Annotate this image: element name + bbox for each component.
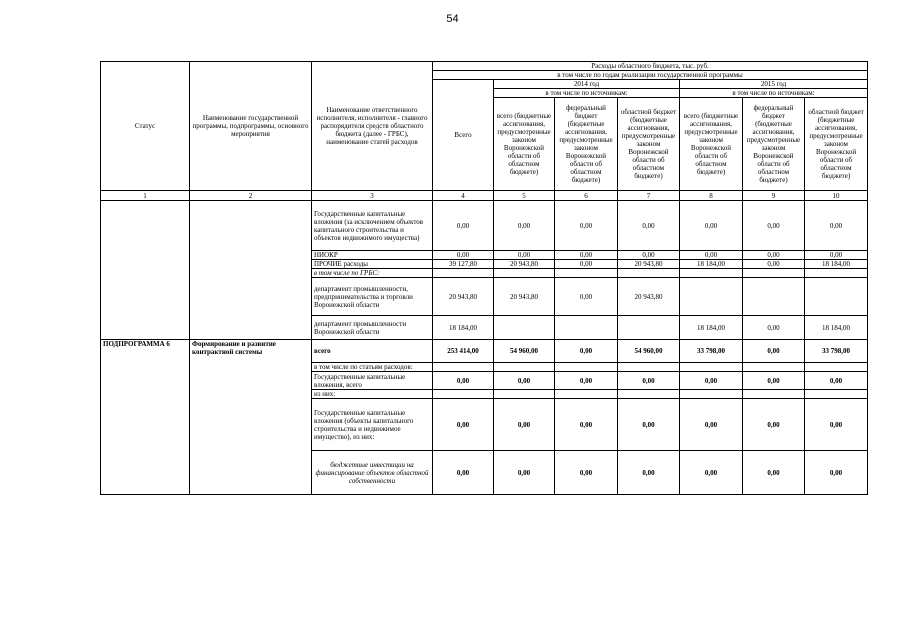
value-cell: 18 184,00 [805,316,868,340]
value-cell [494,316,555,340]
value-cell [555,390,618,399]
value-cell [743,269,805,278]
value-cell: 0,00 [743,201,805,251]
header-year-2014: 2014 год [494,80,680,89]
value-cell: 0,00 [618,201,680,251]
value-cell [743,363,805,372]
value-cell: 0,00 [618,372,680,390]
header-by-years: в том числе по годам реализации государственной программы [433,71,868,80]
row-label: бюджетные инвестиции на финансирование объектов областной собственности [312,451,433,495]
col-number: 1 [101,191,190,201]
col-number: 6 [555,191,618,201]
value-cell: 0,00 [618,451,680,495]
value-cell [494,363,555,372]
value-cell: 0,00 [555,399,618,451]
row-label: Государственные капитальные вложения (за исключением объектов капитального строительства и объектов недвижимого имущества) [312,201,433,251]
value-cell: 0,00 [805,251,868,260]
value-cell: 0,00 [680,201,743,251]
value-cell: 0,00 [805,201,868,251]
value-cell [805,278,868,316]
value-cell: 0,00 [743,251,805,260]
value-cell: 0,00 [743,260,805,269]
row-label: департамент промышленности, предпринимательства и торговли Воронежской области [312,278,433,316]
header-by-sources-2014: в том числе по источникам: [494,89,680,98]
value-cell [680,269,743,278]
value-cell [494,390,555,399]
value-cell: 0,00 [555,251,618,260]
header-src-federal-2015: федеральный бюджет (бюджетные ассигнования, предусмотренные законом Воронежской области об областном бюджете) [743,98,805,191]
value-cell [618,269,680,278]
header-total: Всего [433,80,494,191]
value-cell: 0,00 [555,340,618,363]
value-cell [618,363,680,372]
value-cell: 18 184,00 [433,316,494,340]
value-cell [494,269,555,278]
header-src-regional-2014: областной бюджет (бюджетные ассигнования, предусмотренные законом Воронежской области об областном бюджете) [618,98,680,191]
col-number: 3 [312,191,433,201]
col-number: 8 [680,191,743,201]
row-label: всего [312,340,433,363]
col-number: 10 [805,191,868,201]
row-label: из них: [312,390,433,399]
row-label: в том числе по статьям расходов: [312,363,433,372]
row-label: в том числе по ГРБС: [312,269,433,278]
table-row [101,201,868,251]
value-cell [555,363,618,372]
value-cell [555,269,618,278]
header-year-2015: 2015 год [680,80,868,89]
value-cell [680,390,743,399]
row-label: департамент промышленности Воронежской области [312,316,433,340]
row-label: ПРОЧИЕ расходы [312,260,433,269]
value-cell [805,269,868,278]
value-cell [618,390,680,399]
value-cell: 0,00 [555,260,618,269]
value-cell: 0,00 [433,372,494,390]
header-budget-expenses: Расходы областного бюджета, тыс. руб. [433,62,868,71]
column-number-row [101,191,868,201]
value-cell: 0,00 [618,399,680,451]
page-number: 54 [446,13,459,25]
budget-table [100,61,868,495]
value-cell: 0,00 [555,201,618,251]
value-cell: 0,00 [680,251,743,260]
value-cell: 20 943,80 [618,260,680,269]
value-cell: 0,00 [494,251,555,260]
col-number: 5 [494,191,555,201]
value-cell: 20 943,80 [618,278,680,316]
value-cell [805,390,868,399]
value-cell [805,363,868,372]
header-src-regional-2015: областной бюджет (бюджетные ассигнования, предусмотренные законом Воронежской области об областном бюджете) [805,98,868,191]
value-cell: 0,00 [555,372,618,390]
value-cell: 18 184,00 [805,260,868,269]
value-cell [433,269,494,278]
value-cell [680,363,743,372]
value-cell: 0,00 [805,372,868,390]
col-number: 2 [190,191,312,201]
value-cell: 0,00 [743,399,805,451]
value-cell: 39 127,80 [433,260,494,269]
value-cell: 54 960,00 [618,340,680,363]
value-cell: 0,00 [433,201,494,251]
value-cell: 0,00 [743,451,805,495]
header-status: Статус [101,62,190,191]
subprogram-name: Формирование и развитие контрактной системы [190,340,312,495]
value-cell: 33 798,00 [805,340,868,363]
header-program-name: Наименование государственной программы, подпрограммы, основного мероприятия [190,62,312,191]
value-cell [433,390,494,399]
col-number: 7 [618,191,680,201]
value-cell: 0,00 [433,451,494,495]
header-src-total-2014: всего (бюджетные ассигнования, предусмотренные законом Воронежской области об областном бюджете) [494,98,555,191]
subprogram-status: ПОДПРОГРАММА 6 [101,340,190,495]
value-cell: 0,00 [433,251,494,260]
table-row [101,340,868,363]
value-cell: 0,00 [805,451,868,495]
value-cell: 0,00 [555,451,618,495]
header-by-sources-2015: в том числе по источникам: [680,89,868,98]
value-cell: 18 184,00 [680,260,743,269]
value-cell: 0,00 [433,399,494,451]
value-cell: 0,00 [805,399,868,451]
status-cell-empty [101,201,190,340]
value-cell: 18 184,00 [680,316,743,340]
value-cell: 0,00 [555,278,618,316]
value-cell: 33 798,00 [680,340,743,363]
value-cell: 0,00 [494,399,555,451]
row-label: Государственные капитальные вложения, всего [312,372,433,390]
value-cell [680,278,743,316]
value-cell: 0,00 [680,399,743,451]
value-cell: 253 414,00 [433,340,494,363]
program-cell-empty [190,201,312,340]
value-cell: 54 960,00 [494,340,555,363]
value-cell: 20 943,80 [494,260,555,269]
row-label: НИОКР [312,251,433,260]
value-cell [743,390,805,399]
value-cell: 0,00 [743,372,805,390]
value-cell: 20 943,80 [433,278,494,316]
value-cell [743,278,805,316]
value-cell: 0,00 [680,451,743,495]
value-cell [555,316,618,340]
header-src-total-2015: всего (бюджетные ассигнования, предусмотренные законом Воронежской области об областном бюджете) [680,98,743,191]
col-number: 4 [433,191,494,201]
value-cell: 0,00 [743,340,805,363]
header-src-federal-2014: федеральный бюджет (бюджетные ассигнования, предусмотренные законом Воронежской области об областном бюджете) [555,98,618,191]
value-cell: 0,00 [494,201,555,251]
col-number: 9 [743,191,805,201]
value-cell: 0,00 [680,372,743,390]
value-cell: 0,00 [494,372,555,390]
value-cell [618,316,680,340]
value-cell [433,363,494,372]
value-cell: 0,00 [618,251,680,260]
header-executor: Наименование ответственного исполнителя, исполнителя - главного распорядителя средств областного бюджета (далее - ГРБС), наименование статей расходов [312,62,433,191]
value-cell: 0,00 [743,316,805,340]
value-cell: 0,00 [494,451,555,495]
row-label: Государственные капитальные вложения (объекты капитального строительства и недвижимое имущество), из них: [312,399,433,451]
value-cell: 20 943,80 [494,278,555,316]
